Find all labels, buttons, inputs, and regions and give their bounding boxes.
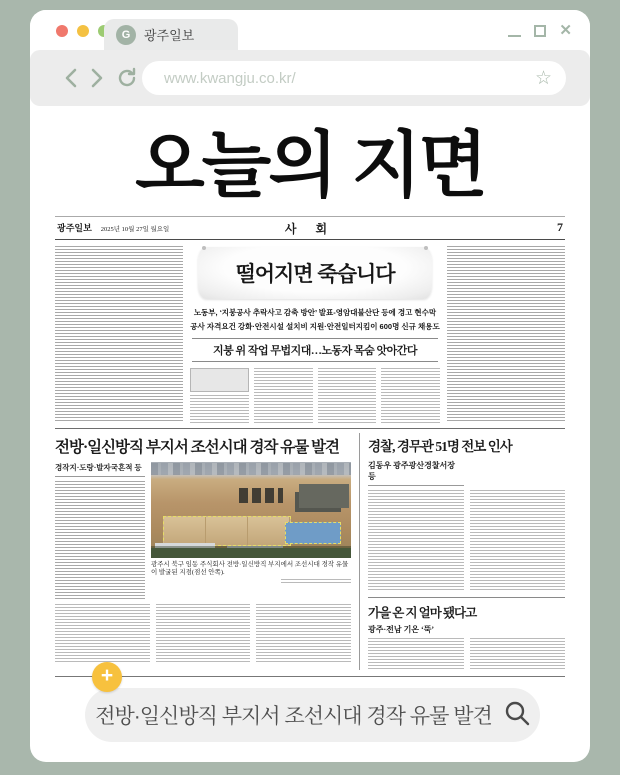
browser-window	[30, 10, 590, 762]
banner-headline: 떨어지면 죽습니다	[235, 263, 395, 286]
photo-pit	[248, 517, 290, 545]
top-story-deck1: 노동부, ‘지붕공사 추락사고 감축 방안’ 발표-영암대불산단 등에 경고 현수막	[193, 308, 437, 317]
address-bar[interactable]	[142, 61, 566, 95]
page-number: 7	[557, 220, 563, 234]
body-text-sim	[318, 368, 377, 423]
column	[254, 368, 313, 423]
weather-text-columns	[368, 638, 565, 670]
story-relics	[55, 433, 351, 670]
top-story	[55, 240, 565, 423]
body-text-sim	[156, 604, 251, 662]
section-label: 사 회	[284, 222, 336, 236]
browser-tab[interactable]	[104, 19, 238, 50]
maximize-icon[interactable]	[534, 25, 546, 37]
warning-banner-photo	[198, 247, 432, 299]
top-story-center-column	[190, 246, 440, 423]
search-bar[interactable]	[85, 688, 540, 742]
close-icon[interactable]: ✕	[559, 22, 572, 39]
search-icon[interactable]	[504, 700, 530, 731]
minimize-icon[interactable]	[508, 35, 521, 37]
body-text-sim	[447, 246, 565, 423]
body-text-sim	[190, 395, 249, 423]
bottom-stories	[55, 429, 565, 670]
body-text-sim	[470, 490, 566, 592]
body-text-sim	[470, 638, 566, 670]
police-headline: 경찰, 경무관 51명 전보 인사	[368, 439, 512, 454]
favicon-badge-icon: G	[116, 25, 136, 45]
forward-button[interactable]	[90, 68, 104, 88]
newspaper-page[interactable]	[55, 216, 565, 677]
column-divider	[359, 433, 360, 670]
photo-factory-buildings	[299, 484, 349, 508]
story-divider	[368, 597, 565, 598]
photo-pit	[164, 517, 206, 545]
newspaper-date: 2025년 10월 27일 월요일	[100, 226, 170, 233]
photo-trees	[151, 548, 351, 558]
police-subhead: 김동우 광주광산경찰서장 등	[368, 460, 464, 486]
minimize-traffic-light-icon[interactable]	[77, 25, 89, 37]
body-text-sim	[55, 246, 183, 423]
add-button[interactable]: +	[92, 662, 122, 692]
column	[318, 368, 377, 423]
right-stories	[368, 433, 565, 670]
body-text-sim	[368, 490, 464, 592]
body-text-sim	[368, 638, 464, 670]
navigation-bar	[30, 50, 590, 106]
search-query: 전방·일신방직 부지서 조선시대 경작 유물 발견	[95, 705, 492, 728]
traffic-lights	[56, 25, 110, 37]
banner-pin-icon	[424, 246, 428, 250]
refresh-button[interactable]	[116, 67, 138, 89]
relics-body	[55, 462, 351, 599]
photo-skyline	[151, 463, 351, 475]
clipping-image	[190, 368, 249, 392]
newspaper-name: 광주일보	[57, 223, 92, 233]
top-story-subhead: 지붕 위 작업 무법지대…노동자 목숨 앗아간다	[192, 338, 438, 362]
banner-pin-icon	[202, 246, 206, 250]
police-text-columns	[368, 490, 565, 592]
body-text-sim	[55, 481, 145, 599]
photo-caption: 광주시 북구 임동 주식회사 전방·일신방직 부지에서 조선시대 경작 유물이 발굴된 지점(점선 안쪽).	[151, 561, 349, 577]
top-story-deck2: 공사 자격요건 강화·안전시설 설치비 지원·안전일터지킴이 600명 신규 채용도	[190, 322, 440, 331]
photo-byline-sim	[281, 579, 351, 583]
top-story-left-column	[55, 246, 183, 423]
photo-excavation-trenches	[239, 488, 283, 503]
body-text-sim	[256, 604, 351, 662]
column	[381, 368, 440, 423]
column	[190, 368, 249, 423]
relics-headline: 전방·일신방직 부지서 조선시대 경작 유물 발견	[55, 439, 340, 456]
aerial-site-photo	[151, 462, 351, 558]
tab-title: 광주일보	[144, 28, 195, 43]
photo-excavation-pits	[163, 516, 291, 546]
relics-photo-block	[151, 462, 351, 599]
photo-blue-tarp-area	[285, 522, 341, 544]
bookmark-star-icon[interactable]: ☆	[534, 67, 552, 89]
tab-bar	[30, 10, 590, 50]
body-text-sim	[254, 368, 313, 423]
url-text: www.kwangju.co.kr/	[164, 69, 296, 87]
top-story-columns	[190, 368, 440, 423]
body-text-sim	[55, 604, 150, 662]
back-button[interactable]	[64, 68, 78, 88]
weather-subhead: 광주·전남 기온 ‘뚝’	[368, 625, 435, 634]
newspaper-masthead	[55, 216, 565, 240]
window-controls	[508, 24, 572, 38]
relics-subhead: 경작지·도랑·발자국흔적 등	[55, 462, 145, 477]
photo-pit	[206, 517, 248, 545]
page-title: 오늘의 지면	[135, 126, 485, 206]
relics-left-column	[55, 462, 145, 599]
body-text-sim	[381, 368, 440, 423]
close-traffic-light-icon[interactable]	[56, 25, 68, 37]
weather-headline: 가을 온 지 얼마 됐다고	[368, 606, 477, 620]
relics-text-columns	[55, 604, 351, 662]
newspaper-bottom-rule	[55, 676, 565, 677]
top-story-right-column	[447, 246, 565, 423]
